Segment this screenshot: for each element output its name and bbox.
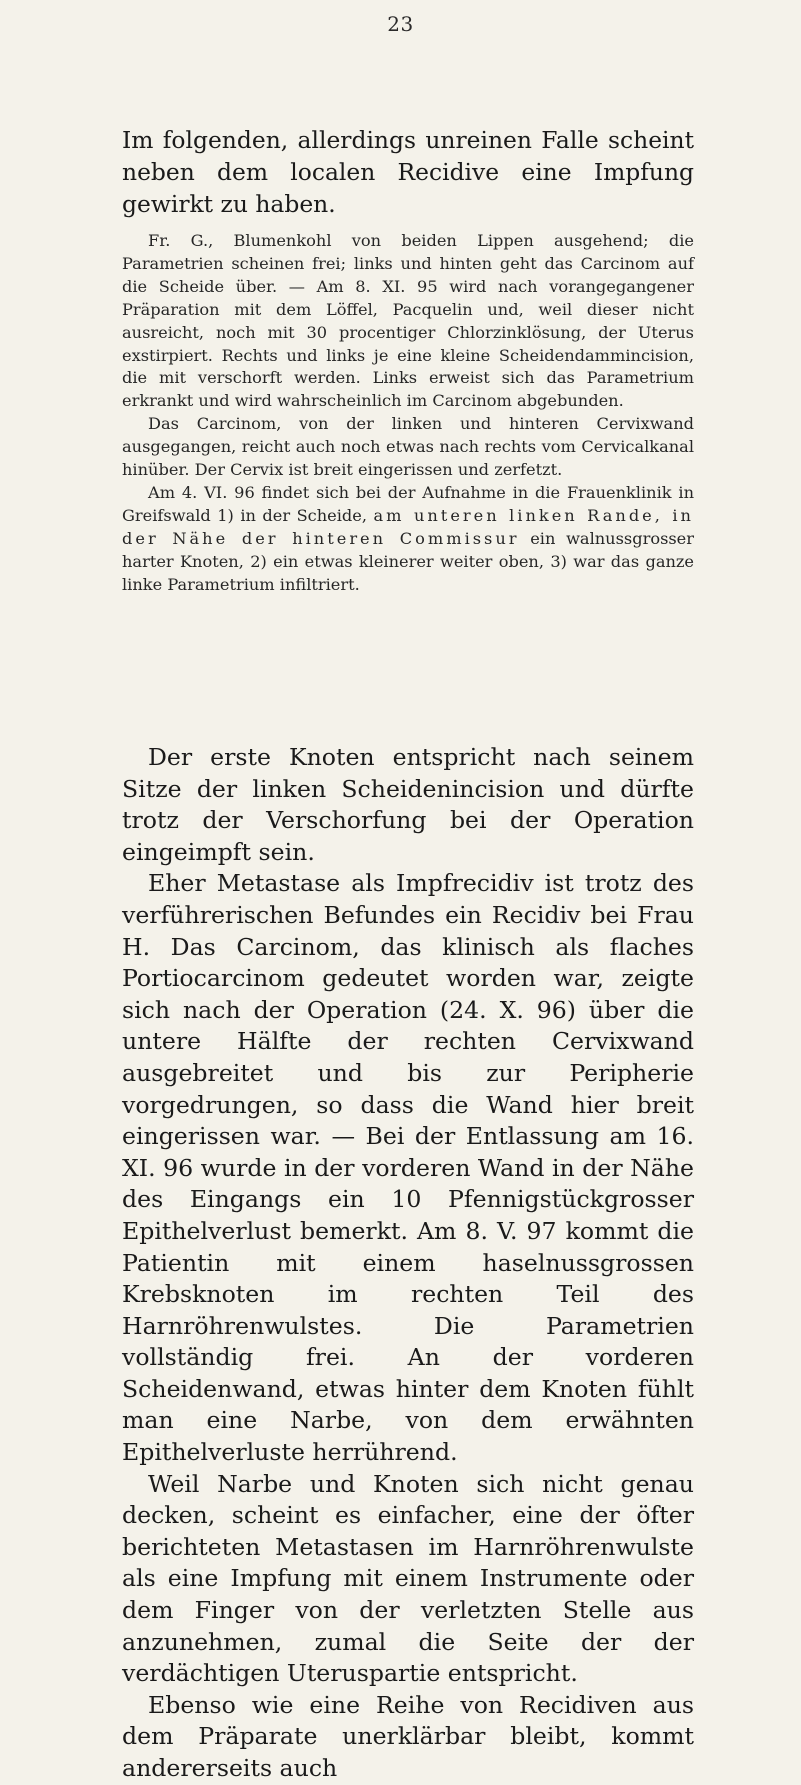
discussion-paragraph: Ebenso wie eine Reihe von Recidiven aus dem Präparate unerklärbar bleibt, kommt andererseits auch (122, 1690, 694, 1782)
case-report-paragraph (122, 482, 694, 597)
discussion-section (122, 742, 694, 1785)
case-report-spaced-emphasis: am unteren linken Rande, in der Nähe der hinteren Commissur (122, 505, 694, 548)
discussion-paragraph: Eher Metastase als Impfrecidiv ist trotz des verführerischen Befundes ein Recidiv bei Frau H. Das Carcinom, das klinisch als flaches Portiocarcinom gedeutet worden war, zeigte sich nach der Operation (24. X. 96) über die untere Hälfte der rechten Cervixwand ausgebreitet und bis zur Peripherie vorgedrungen, so dass die Wand hier breit eingerissen war. — Bei der Entlassung am 16. XI. 96 wurde in der vorderen Wand in der Nähe des Eingangs ein 10 Pfennigstückgrosser Epithelverlust bemerkt. Am 8. V. 97 kommt die Patientin mit einem haselnussgrossen Krebsknoten im rechten Teil des Harnröhrenwulstes. Die Parametrien vollständig frei. An der vorderen Scheidenwand, etwas hinter dem Knoten fühlt man eine Narbe, von dem erwähnten Epithelverluste herrührend. (122, 869, 694, 1467)
case-report-paragraph: Fr. G., Blumenkohl von beiden Lippen ausgehend; die Parametrien scheinen frei; links und hinten geht das Carcinom auf die Scheide über. — Am 8. XI. 95 wird nach vorangegangener Präparation mit dem Löffel, Pacquelin und, weil dieser nicht ausreicht, noch mit 30 procentiger Chlorzinklösung, der Uterus exstirpiert. Rechts und links je eine kleine Scheidendammincision, die mit verschorft werden. Links erweist sich das Parametrium erkrankt und wird wahrscheinlich im Carcinom abgebunden. (122, 231, 694, 411)
case-report-paragraph: Das Carcinom, von der linken und hinteren Cervixwand ausgegangen, reicht auch noch etwas nach rechts vom Cervicalkanal hinüber. Der Cervix ist breit eingerissen und zerfetzt. (122, 414, 694, 480)
discussion-paragraph: Weil Narbe und Knoten sich nicht genau decken, scheint es einfacher, eine der öfter berichteten Metastasen im Harnröhrenwulste als eine Impfung mit einem Instrumente oder dem Finger von der verletzten Stelle aus anzunehmen, zumal die Seite der der verdächtigen Uteruspartie entspricht. (122, 1469, 694, 1688)
intro-paragraph: Im folgenden, allerdings unreinen Falle scheint neben dem localen Recidive eine Impfung gewirkt zu haben. (122, 126, 694, 218)
page-number: 23 (387, 12, 414, 36)
case-report-text: ein walnussgrosser harter Knoten, 2) ein etwas kleinerer weiter oben, 3) war das ganze linke Parametrium infiltriert. (122, 528, 695, 594)
case-report-section (122, 230, 694, 597)
case-report-text: Am 4. VI. 96 findet sich bei der Aufnahme in die Frauenklinik in Greifswald 1) in der Scheide, (122, 482, 694, 525)
intro-section (122, 124, 694, 220)
discussion-paragraph: Der erste Knoten entspricht nach seinem Sitze der linken Scheidenincision und dürfte trotz der Verschorfung bei der Operation eingeimpft sein. (122, 743, 694, 866)
